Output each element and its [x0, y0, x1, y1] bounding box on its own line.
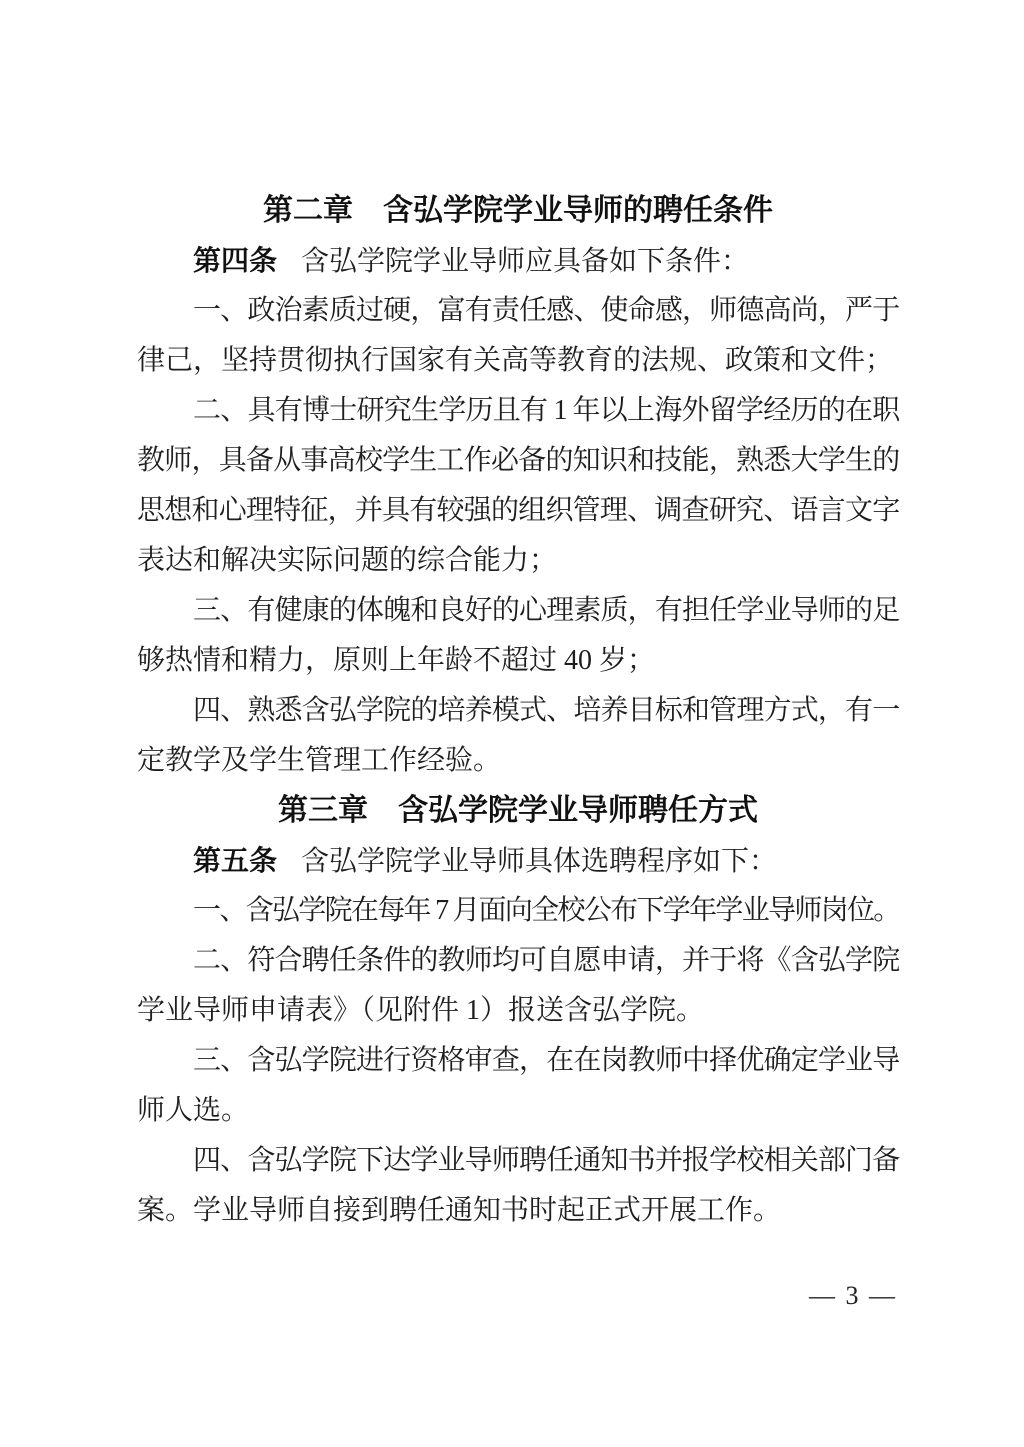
condition-line: 教师，具备从事高校学生工作必备的知识和技能，熟悉大学生的 [137, 445, 899, 476]
condition-line: 四、熟悉含弘学院的培养模式、培养目标和管理方式，有一 [193, 695, 899, 726]
condition-line: 二、具有博士研究生学历且有 1 年以上海外留学经历的在职 [193, 395, 899, 426]
chapter-2-heading: 第二章 含弘学院学业导师的聘任条件 [263, 194, 773, 227]
condition-line: 表达和解决实际问题的综合能力； [137, 545, 558, 576]
procedure-line: 二、符合聘任条件的教师均可自愿申请，并于将《含弘学院 [193, 945, 899, 976]
procedure-line: 三、含弘学院进行资格审查，在在岗教师中择优确定学业导 [193, 1045, 899, 1076]
page-number: — 3 — [809, 1281, 897, 1310]
article-5-label: 第五条 [193, 845, 278, 876]
condition-line: 一、政治素质过硬，富有责任感、使命感，师德高尚，严于 [193, 295, 899, 326]
procedure-line: 四、含弘学院下达学业导师聘任通知书并报学校相关部门备 [193, 1145, 899, 1176]
procedure-line: 一、含弘学院在每年 7 月面向全校公布下学年学业导师岗位。 [193, 895, 899, 926]
procedure-line: 学业导师申请表》（见附件 1）报送含弘学院。 [137, 995, 705, 1026]
condition-line: 思想和心理特征，并具有较强的组织管理、调查研究、语言文字 [137, 495, 899, 526]
article-4-paragraph [137, 236, 899, 286]
page-body [137, 186, 899, 1236]
condition-line: 律己，坚持贯彻执行国家有关高等教育的法规、政策和文件； [137, 345, 894, 376]
article-4-label: 第四条 [193, 245, 278, 276]
condition-line: 定教学及学生管理工作经验。 [137, 745, 502, 776]
procedure-line: 师人选。 [137, 1095, 250, 1126]
article-5-intro: 含弘学院学业导师具体选聘程序如下： [301, 846, 778, 877]
article-5-paragraph [137, 836, 899, 886]
condition-line: 三、有健康的体魄和良好的心理素质，有担任学业导师的足 [193, 595, 899, 626]
procedure-line: 案。学业导师自接到聘任通知书时起正式开展工作。 [137, 1195, 782, 1226]
condition-line: 够热情和精力，原则上年龄不超过 40 岁； [137, 645, 656, 676]
article-4-intro: 含弘学院学业导师应具备如下条件： [301, 246, 750, 277]
chapter-3-heading: 第三章 含弘学院学业导师聘任方式 [278, 794, 758, 827]
